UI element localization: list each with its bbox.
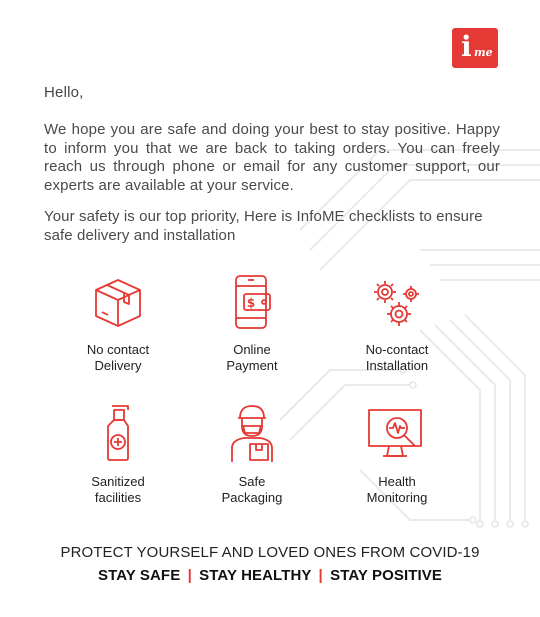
masked-worker-icon	[222, 402, 282, 464]
covid-headline: PROTECT YOURSELF AND LOVED ONES FROM COVID-19	[60, 544, 480, 561]
logo-sub: me	[474, 46, 493, 59]
svg-text:$: $	[246, 296, 256, 310]
feature-no-contact-delivery	[58, 272, 178, 374]
feature-line2: Monitoring	[366, 490, 428, 505]
slogan-stay-safe: STAY SAFE	[97, 567, 181, 584]
feature-no-contact-installation	[337, 272, 457, 374]
separator: |	[187, 567, 192, 584]
slogan-stay-healthy: STAY HEALTHY	[199, 567, 312, 584]
feature-safe-packaging	[192, 402, 312, 506]
feature-line2: Installation	[365, 358, 429, 373]
feature-sanitized-facilities	[58, 402, 178, 506]
feature-line1: Safe	[238, 474, 266, 489]
feature-line2: Payment	[226, 358, 278, 373]
separator: |	[318, 567, 323, 584]
feature-online-payment	[192, 272, 312, 374]
infome-logo[interactable]	[452, 28, 498, 68]
feature-line1: No-contact	[365, 342, 429, 357]
slogan-stay-positive: STAY POSITIVE	[330, 567, 442, 584]
logo-letter: i	[461, 30, 472, 63]
gears-icon	[367, 272, 427, 332]
feature-line1: Sanitized	[91, 474, 145, 489]
sanitizer-icon	[88, 402, 148, 464]
feature-line1: No contact	[86, 342, 150, 357]
intro-paragraph: We hope you are safe and doing your best to stay positive. Happy to inform you that we are back to taking orders. You can freely reach us through phone or email for any customer support, our experts are available at your service.	[44, 121, 500, 194]
priority-paragraph: Your safety is our top priority, Here is InfoME checklists to ensure safe delivery and installation	[44, 208, 483, 244]
feature-health-monitoring	[337, 402, 457, 506]
feature-line1: Online	[233, 342, 271, 357]
feature-line2: facilities	[94, 490, 142, 505]
greeting: Hello,	[44, 84, 84, 101]
phone-wallet-icon	[222, 272, 282, 332]
health-monitor-icon	[365, 402, 429, 464]
slogan	[0, 567, 540, 584]
feature-line1: Health	[378, 474, 416, 489]
feature-line2: Packaging	[221, 490, 283, 505]
feature-line2: Delivery	[94, 358, 142, 373]
box-icon	[88, 272, 148, 332]
